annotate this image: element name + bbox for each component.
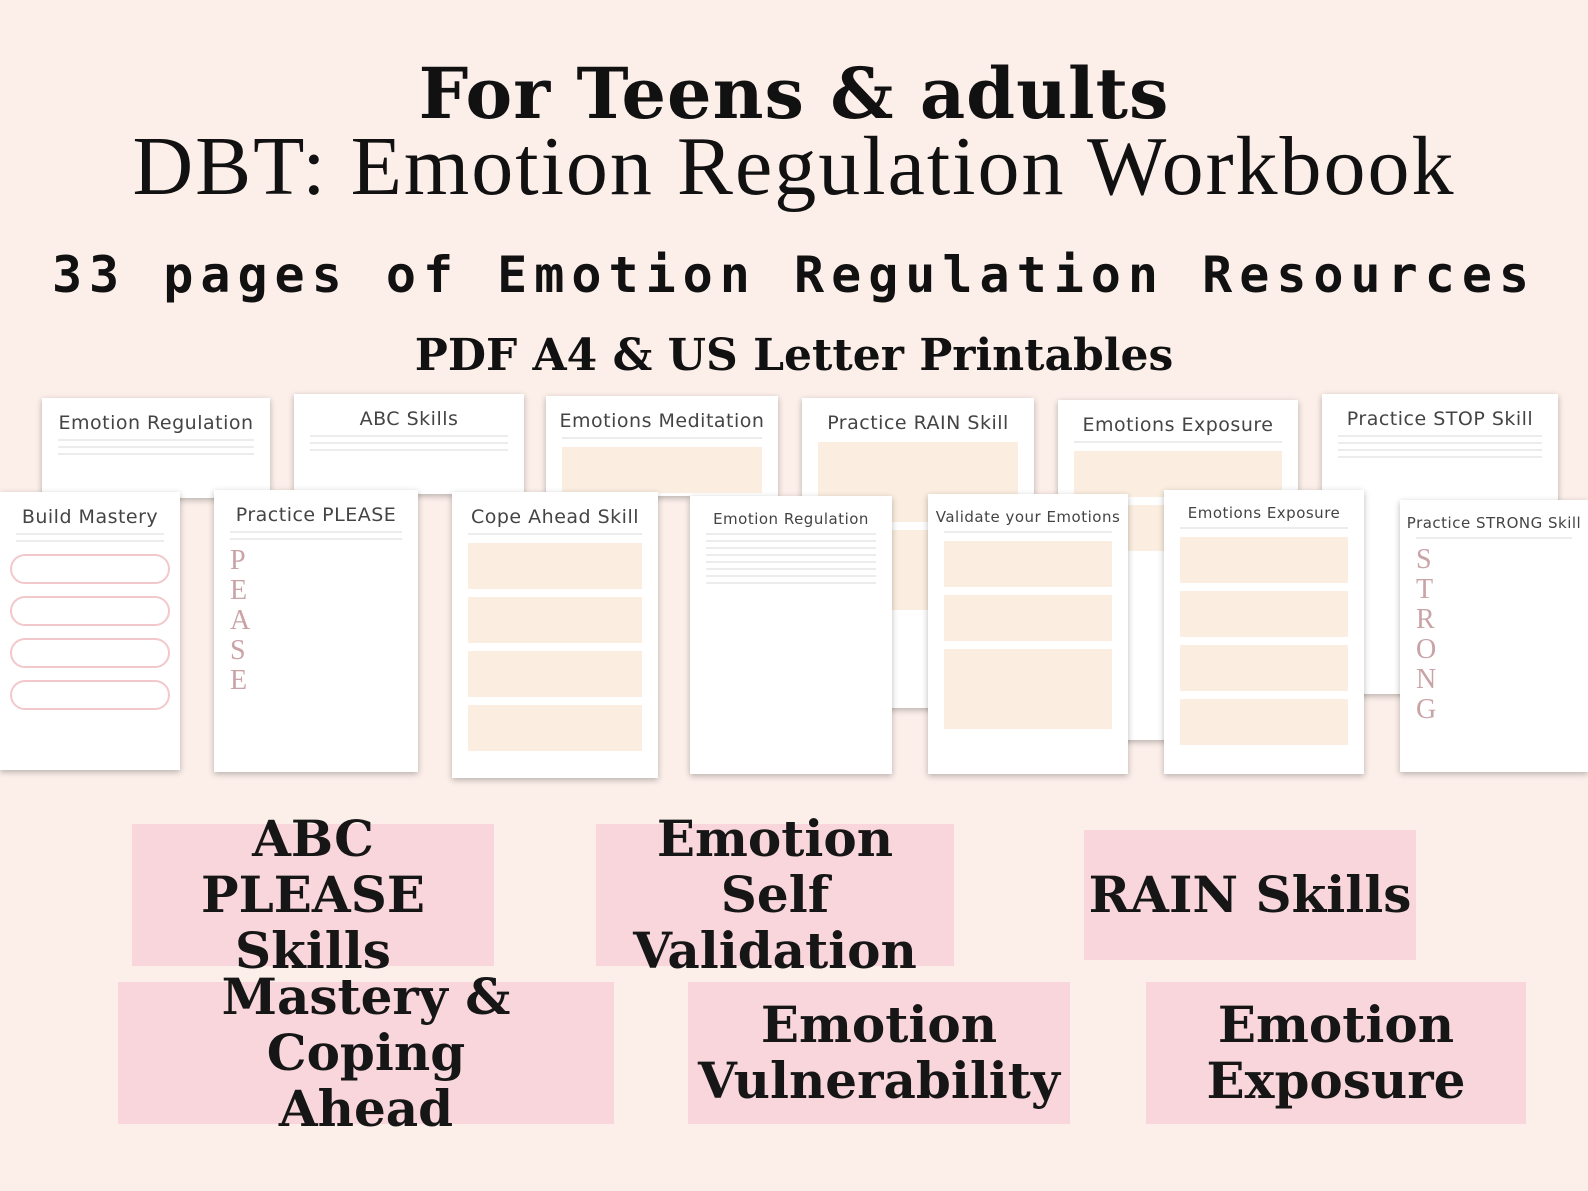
page-count-tagline: 33 pages of Emotion Regulation Resources bbox=[51, 246, 1537, 304]
worksheet-title: Emotion Regulation bbox=[713, 510, 869, 528]
worksheet-title: Practice PLEASE bbox=[235, 504, 397, 526]
worksheet-title: Practice STOP Skill bbox=[1346, 408, 1534, 430]
worksheet-page bbox=[294, 394, 524, 494]
feature-label-exposure: Emotion Exposure bbox=[1146, 982, 1526, 1124]
worksheet-title: Practice STRONG Skill bbox=[1406, 514, 1582, 532]
feature-label-mastery-coping: Mastery & Coping Ahead bbox=[118, 982, 614, 1124]
worksheet-title: Validate your Emotions bbox=[935, 508, 1121, 526]
subtitle-audience: For Teens & adults bbox=[418, 52, 1170, 135]
worksheet-page bbox=[452, 492, 658, 778]
feature-label-self-validation: Emotion Self Validation bbox=[596, 824, 954, 966]
worksheet-title: Emotions Exposure bbox=[1187, 504, 1341, 522]
worksheet-page bbox=[1164, 490, 1364, 774]
feature-label-abc-please: ABC PLEASE Skills bbox=[132, 824, 494, 966]
worksheet-page: Practice PLEASE P E A S E bbox=[214, 490, 418, 772]
worksheet-page bbox=[928, 494, 1128, 774]
worksheet-title: ABC Skills bbox=[359, 408, 459, 430]
worksheet-title: Emotions Exposure bbox=[1082, 414, 1274, 436]
worksheet-page bbox=[0, 492, 180, 770]
worksheet-title: Build Mastery bbox=[21, 506, 159, 528]
worksheet-page bbox=[690, 496, 892, 774]
main-title: DBT: Emotion Regulation Workbook bbox=[132, 120, 1456, 213]
worksheet-title: Practice RAIN Skill bbox=[827, 412, 1009, 434]
worksheet-page bbox=[546, 396, 778, 496]
format-tagline: PDF A4 & US Letter Printables bbox=[414, 330, 1174, 381]
worksheet-title: Emotion Regulation bbox=[58, 412, 254, 434]
worksheet-page bbox=[42, 398, 270, 498]
worksheet-title: Cope Ahead Skill bbox=[470, 506, 640, 528]
feature-label-vulnerability: Emotion Vulnerability bbox=[688, 982, 1070, 1124]
worksheet-title: Emotions Meditation bbox=[559, 410, 765, 432]
feature-label-rain-skills: RAIN Skills bbox=[1084, 830, 1416, 960]
worksheet-page: Practice STRONG Skill S T R O N G bbox=[1400, 500, 1588, 772]
